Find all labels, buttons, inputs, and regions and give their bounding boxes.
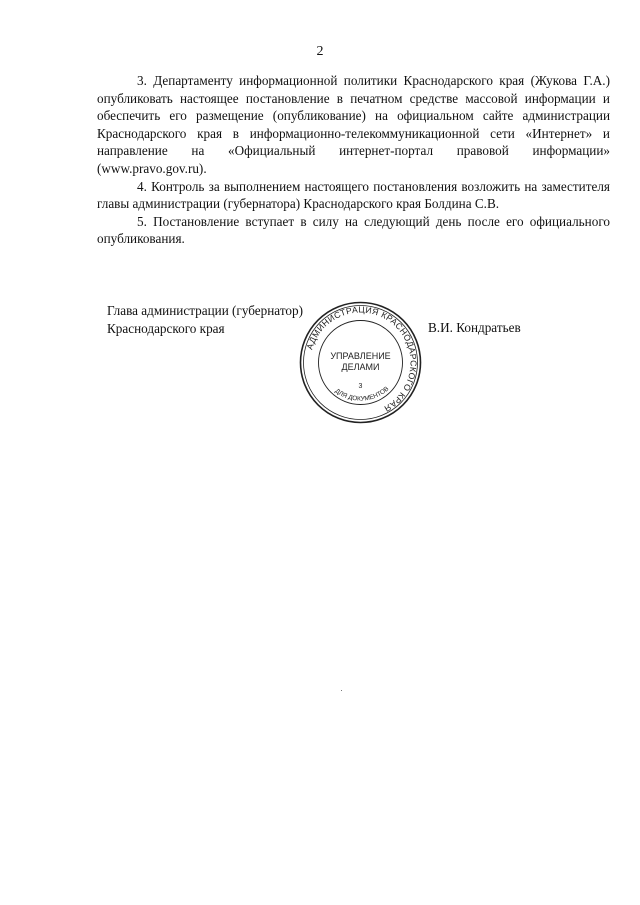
seal-center-line-2: ДЕЛАМИ — [341, 362, 380, 372]
seal-graphic — [298, 300, 423, 425]
official-seal — [298, 300, 423, 425]
signer-position-line-1: Глава администрации (губернатор) — [107, 303, 303, 318]
scan-speck — [341, 690, 342, 691]
page-number: 2 — [316, 44, 324, 59]
signer-position-line-2: Краснодарского края — [107, 321, 225, 336]
paragraph-5: 5. Постановление вступает в силу на следующий день после его официального опубликования. — [97, 213, 610, 247]
paragraph-3: 3. Департаменту информационной политики Краснодарского края (Жукова Г.А.) опубликовать настоящее постановление в печатном средстве массовой информации и обеспечить его размещение (опубликование) на официальном сайте администрации Краснодарского края в информационно-телекоммуникационной сети «Интернет» и направление на «Официальный интернет-портал правовой информации» (www.pravo.gov.ru). — [97, 73, 610, 176]
seal-number: 3 — [358, 383, 363, 390]
seal-outer-ring-text: АДМИНИСТРАЦИЯ КРАСНОДАРСКОГО КРАЯ — [304, 304, 419, 414]
paragraph-4: 4. Контроль за выполнением настоящего постановления возложить на заместителя главы администрации (губернатора) Краснодарского края Болдина С.В. — [97, 178, 610, 212]
document-body — [97, 72, 610, 248]
signature-block — [107, 302, 303, 338]
seal-center-line-1: УПРАВЛЕНИЕ — [330, 351, 391, 361]
signer-name: В.И. Кондратьев — [428, 320, 521, 335]
seal-bottom-ring-text: ДЛЯ ДОКУМЕНТОВ — [333, 385, 391, 403]
